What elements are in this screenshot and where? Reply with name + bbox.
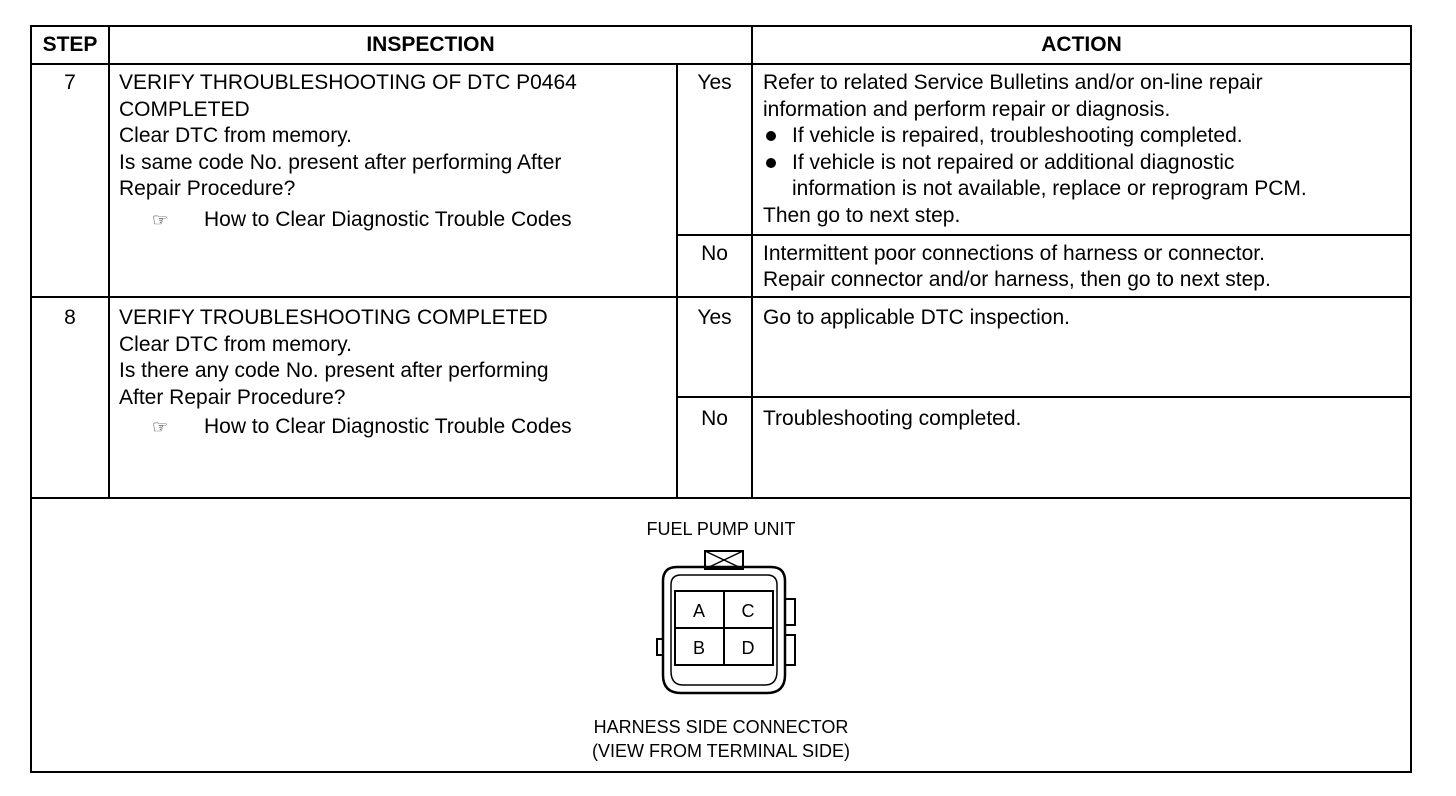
connector-caption: HARNESS SIDE CONNECTOR	[593, 717, 849, 737]
action-bullet-line: If vehicle is not repaired or additional diagnostic	[792, 150, 1235, 174]
action-line: Repair connector and/or harness, then go to next step.	[763, 268, 1271, 291]
terminal-label: D	[741, 638, 755, 658]
yes-label: Yes	[697, 306, 732, 329]
pointing-hand-icon: ☞	[152, 417, 169, 437]
bullet-icon	[766, 158, 776, 168]
action-bullet-line: information is not available, replace or reprogram PCM.	[792, 177, 1307, 200]
action-line: Intermittent poor connections of harness or connector.	[763, 242, 1265, 265]
connector-side-tab	[785, 599, 795, 625]
terminal-label: B	[692, 638, 706, 658]
inspection-line: COMPLETED	[119, 97, 250, 121]
pointing-hand-icon: ☞	[152, 210, 169, 230]
action-line: Troubleshooting completed.	[763, 407, 1022, 430]
header-divider	[32, 63, 1410, 65]
connector-caption: (VIEW FROM TERMINAL SIDE)	[591, 741, 850, 761]
inspection-line: VERIFY THROUBLESHOOTING OF DTC P0464	[119, 71, 577, 94]
row-8-yes-no-divider	[676, 396, 1410, 398]
inspection-line: Is there any code No. present after performing	[119, 359, 549, 382]
action-line: Refer to related Service Bulletins and/or on-line repair	[763, 71, 1263, 94]
action-bullet-line: If vehicle is repaired, troubleshooting completed.	[792, 124, 1243, 147]
row-divider	[32, 296, 1410, 298]
connector-diagram	[647, 547, 807, 697]
connector-side-tab	[785, 635, 795, 665]
inspection-table	[30, 25, 1412, 773]
reference-text: How to Clear Diagnostic Trouble Codes	[204, 208, 572, 231]
inspection-line: VERIFY TROUBLESHOOTING COMPLETED	[119, 306, 548, 329]
row-7-yes-no-divider	[676, 234, 1410, 236]
inspection-line: Repair Procedure?	[119, 177, 296, 200]
inspection-line: Clear DTC from memory.	[119, 124, 352, 147]
inspection-line: Is same code No. present after performing After	[119, 150, 562, 174]
yes-label: Yes	[697, 71, 732, 94]
bullet-icon	[766, 131, 776, 141]
answer-column-divider	[676, 63, 678, 499]
reference-text: How to Clear Diagnostic Trouble Codes	[204, 415, 572, 438]
inspection-line: Clear DTC from memory.	[119, 332, 352, 356]
reference-link[interactable]	[152, 414, 572, 440]
connector-title: FUEL PUMP UNIT	[646, 519, 796, 539]
action-line: Then go to next step.	[763, 203, 961, 227]
reference-link[interactable]	[152, 207, 572, 233]
no-label: No	[701, 242, 728, 265]
no-label: No	[701, 407, 728, 430]
action-column-divider	[751, 27, 753, 499]
action-line: information and perform repair or diagnosis.	[763, 97, 1171, 121]
action-line: Go to applicable DTC inspection.	[763, 306, 1070, 329]
terminal-label: C	[741, 601, 755, 621]
step-number: 7	[64, 71, 76, 94]
terminal-label: A	[692, 601, 706, 621]
header-step: STEP	[42, 33, 98, 56]
connector-side-tab	[657, 639, 663, 655]
step-number: 8	[64, 306, 76, 329]
header-action: ACTION	[1041, 33, 1122, 56]
inspection-line: After Repair Procedure?	[119, 385, 346, 409]
header-inspection: INSPECTION	[366, 33, 495, 56]
table-diagram-divider	[32, 497, 1410, 499]
step-column-divider	[108, 27, 110, 499]
